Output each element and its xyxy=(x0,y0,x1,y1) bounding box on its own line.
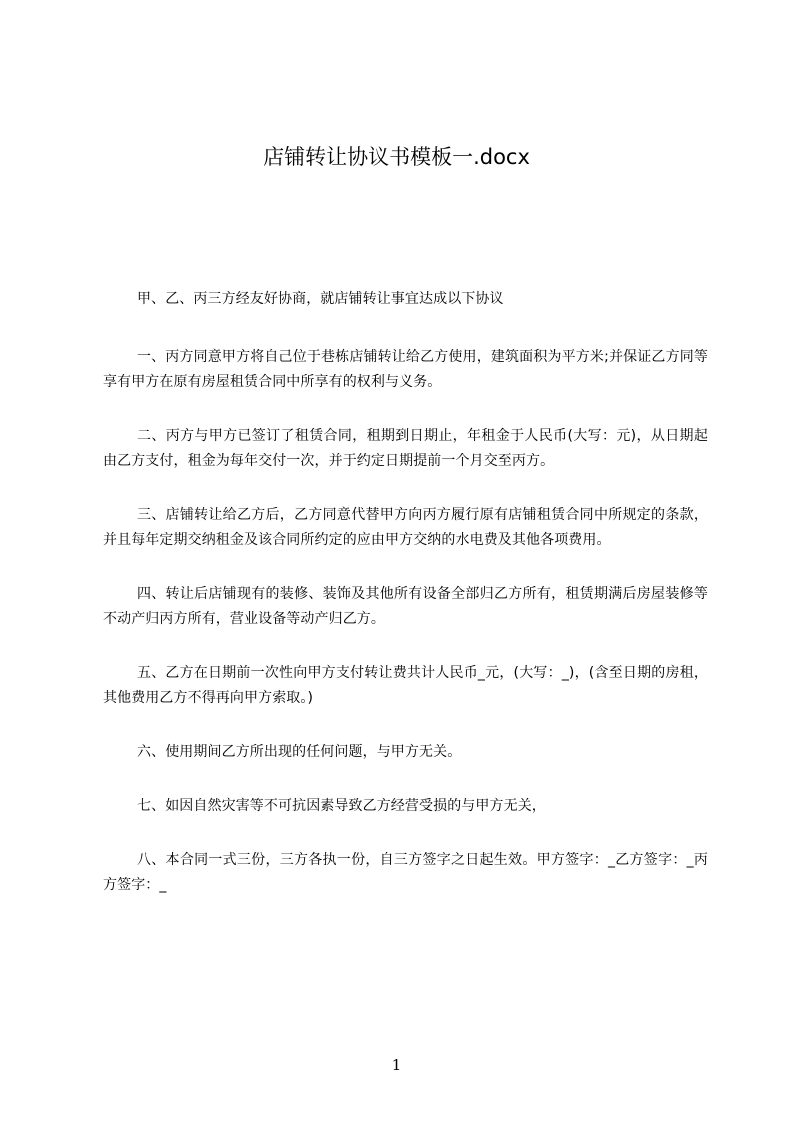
document-body xyxy=(103,287,708,927)
clause-5: 五、乙方在日期前一次性向甲方支付转让费共计人民币_元，(大写：_)，(含至日期的房租，其他费用乙方不得再向甲方索取。) xyxy=(103,665,708,706)
clause-1: 一、丙方同意甲方将自己位于巷栋店铺转让给乙方使用，建筑面积为平方米;并保证乙方同等享有甲方在原有房屋租赁合同中所享有的权利与义务。 xyxy=(103,349,708,390)
intro-paragraph: 甲、乙、丙三方经友好协商，就店铺转让事宜达成以下协议 xyxy=(137,291,504,307)
clause-4: 四、转让后店铺现有的装修、装饰及其他所有设备全部归乙方所有，租赁期满后房屋装修等不动产归丙方所有，营业设备等动产归乙方。 xyxy=(103,586,708,627)
clause-7: 七、如因自然灾害等不可抗因素导致乙方经营受损的与甲方无关， xyxy=(137,798,546,814)
clause-2: 二、丙方与甲方已签订了租赁合同，租期到日期止，年租金于人民币(大写：元)，从日期起由乙方支付，租金为每年交付一次，并于约定日期提前一个月交至丙方。 xyxy=(103,428,708,469)
clause-6: 六、使用期间乙方所出现的任何问题，与甲方无关。 xyxy=(137,744,462,760)
page-number: 1 xyxy=(391,1056,402,1074)
clause-3: 三、店铺转让给乙方后，乙方同意代替甲方向丙方履行原有店铺租赁合同中所规定的条款，并且每年定期交纳租金及该合同所约定的应由甲方交纳的水电费及其他各项费用。 xyxy=(103,507,708,548)
clause-8: 八、本合同一式三份，三方各执一份，自三方签字之日起生效。甲方签字：_乙方签字：_丙方签字：_ xyxy=(103,852,708,893)
document-title: 店铺转让协议书模板一.docx xyxy=(263,145,530,169)
